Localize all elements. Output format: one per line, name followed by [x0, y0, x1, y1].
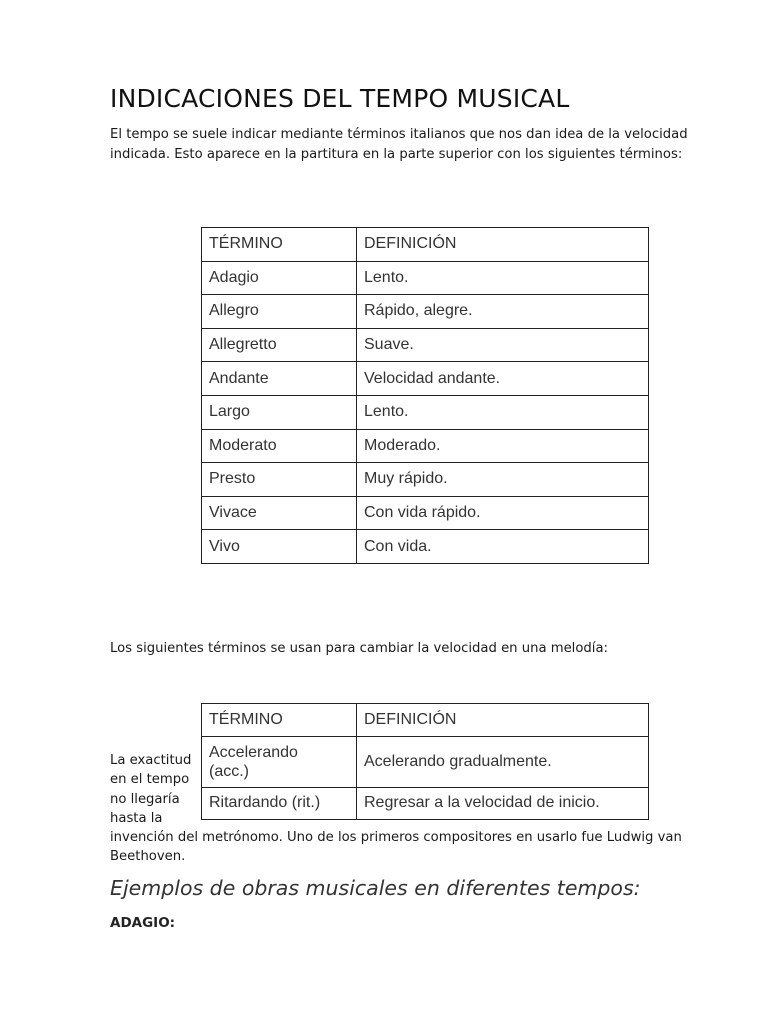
intro-line-2: indicada. Esto aparece en la partitura en la parte superior con los siguientes términos:: [110, 147, 683, 162]
definition-cell: Con vida.: [357, 530, 649, 564]
intro-line-1: El tempo se suele indicar mediante términos italianos que nos dan idea de la velocidad: [110, 127, 688, 142]
header-definition: DEFINICIÓN: [357, 704, 649, 737]
term-cell: Adagio: [202, 261, 357, 295]
definition-cell: Suave.: [357, 328, 649, 362]
table-row: [202, 362, 649, 396]
table-row: [202, 395, 649, 429]
header-term: TÉRMINO: [202, 704, 357, 737]
definition-cell: Velocidad andante.: [357, 362, 649, 396]
term-cell: Allegretto: [202, 328, 357, 362]
note-line: invención del metrónomo. Uno de los primeros compositores en usarlo fue Ludwig van: [110, 830, 682, 846]
table-row: [202, 463, 649, 497]
table-header-row: [202, 228, 649, 262]
header-term: TÉRMINO: [202, 228, 357, 262]
note-line: Beethoven.: [110, 849, 186, 865]
definition-cell: Rápido, alegre.: [357, 295, 649, 329]
definition-cell: Lento.: [357, 395, 649, 429]
header-definition: DEFINICIÓN: [357, 228, 649, 262]
tempo-terms-table: [201, 227, 649, 564]
intro-paragraph: [110, 125, 688, 165]
term-cell: Vivo: [202, 530, 357, 564]
note-line: no llegaría: [110, 791, 180, 807]
table-row: [202, 295, 649, 329]
note-line: en el tempo: [110, 772, 190, 788]
change-terms-paragraph: Los siguientes términos se usan para cambiar la velocidad en una melodía:: [110, 641, 608, 656]
note-line: hasta la: [110, 810, 163, 826]
definition-cell: Muy rápido.: [357, 463, 649, 497]
term-cell: Presto: [202, 463, 357, 497]
term-cell: Moderato: [202, 429, 357, 463]
definition-cell: Acelerando gradualmente.: [357, 736, 649, 787]
term-cell: Vivace: [202, 496, 357, 530]
term-line-2: (acc.): [209, 762, 249, 780]
table-row: [202, 328, 649, 362]
term-cell: Ritardando (rit.): [202, 787, 357, 820]
examples-heading: Ejemplos de obras musicales en diferentes tempos:: [110, 876, 641, 900]
term-cell: Largo: [202, 395, 357, 429]
definition-cell: Lento.: [357, 261, 649, 295]
metronome-note: [110, 751, 682, 867]
definition-cell: Con vida rápido.: [357, 496, 649, 530]
table-header-row: [202, 704, 649, 737]
term-cell: Allegro: [202, 295, 357, 329]
definition-cell: Moderado.: [357, 429, 649, 463]
table-row: [202, 261, 649, 295]
table-row: [202, 496, 649, 530]
page-title: INDICACIONES DEL TEMPO MUSICAL: [110, 84, 570, 113]
term-line-1: Accelerando: [209, 743, 298, 761]
table-row: [202, 530, 649, 564]
term-cell: Andante: [202, 362, 357, 396]
definition-cell: Regresar a la velocidad de inicio.: [357, 787, 649, 820]
adagio-label: ADAGIO:: [110, 915, 176, 931]
note-line: La exactitud: [110, 753, 192, 768]
table-row: [202, 429, 649, 463]
